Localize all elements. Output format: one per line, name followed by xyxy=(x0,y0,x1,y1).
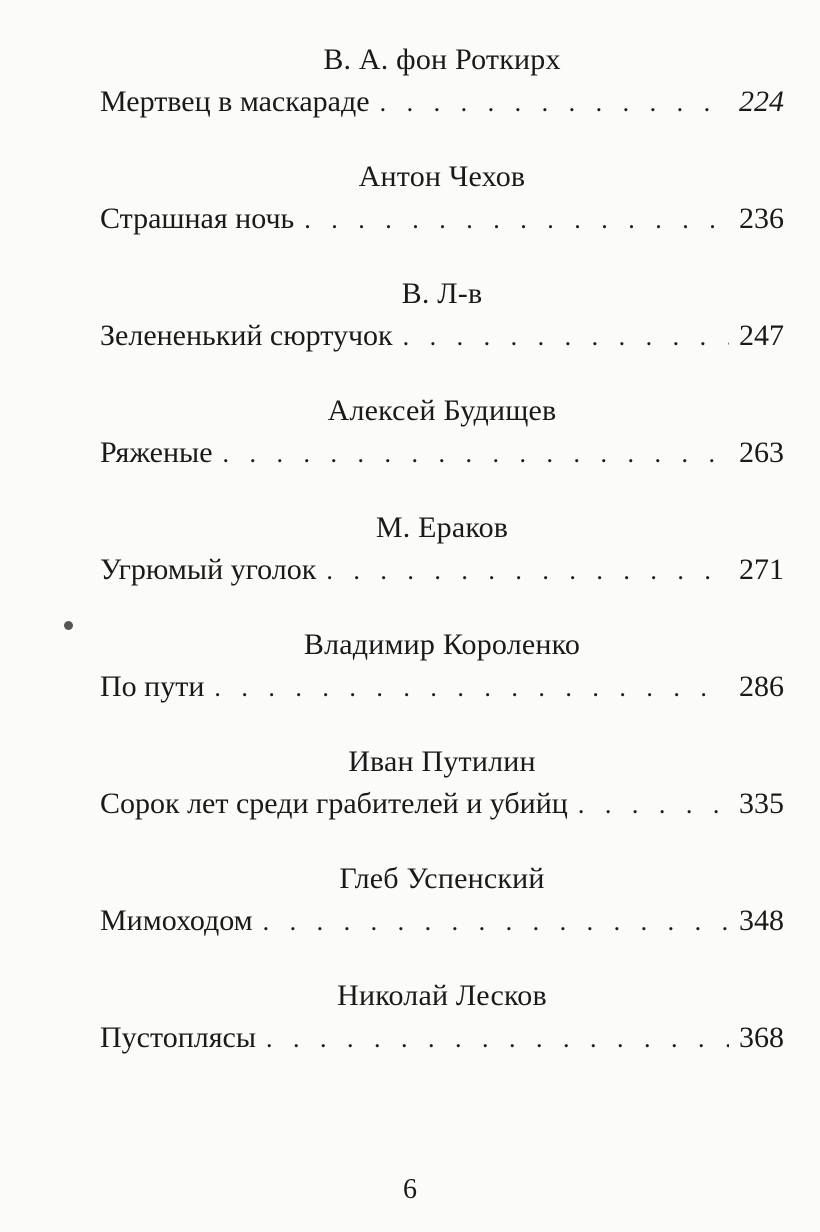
toc-entry xyxy=(100,391,784,508)
dot-leader xyxy=(403,317,729,357)
toc-entry xyxy=(100,625,784,742)
author-name: В. Л-в xyxy=(401,277,483,310)
page-number: 335 xyxy=(739,787,784,820)
author-name: Николай Лесков xyxy=(337,979,547,1012)
page-number: 224 xyxy=(739,85,784,118)
dot-leader xyxy=(380,83,729,123)
dot-leader xyxy=(304,200,729,240)
toc-line xyxy=(100,82,784,122)
page-folio: 6 xyxy=(403,1174,417,1205)
toc-line xyxy=(100,433,784,473)
dot-leader xyxy=(214,668,729,708)
story-title: Мертвец в маскараде xyxy=(100,85,370,118)
page-number: 368 xyxy=(739,1021,784,1054)
story-title: Мимоходом xyxy=(100,904,253,937)
toc-entry xyxy=(100,508,784,625)
dot-leader xyxy=(266,1019,729,1059)
story-title: Страшная ночь xyxy=(100,202,295,235)
page-number: 271 xyxy=(739,553,784,586)
toc-line xyxy=(100,199,784,239)
toc-line xyxy=(100,901,784,941)
page-number: 286 xyxy=(739,670,784,703)
story-title: Зелененький сюртучок xyxy=(100,319,393,352)
toc-entry xyxy=(100,859,784,976)
toc-line xyxy=(100,784,784,824)
author-name: Иван Путилин xyxy=(348,745,536,778)
author-name: Алексей Будищев xyxy=(327,394,557,427)
toc-line xyxy=(100,667,784,707)
story-title: Ряженые xyxy=(100,436,213,469)
toc-entry xyxy=(100,40,784,157)
toc-entry xyxy=(100,976,784,1093)
dot-leader xyxy=(223,434,729,474)
page-number: 348 xyxy=(739,904,784,937)
toc-line xyxy=(100,316,784,356)
toc-entry xyxy=(100,742,784,859)
toc-line xyxy=(100,1018,784,1058)
dot-leader xyxy=(578,785,729,825)
author-name: Антон Чехов xyxy=(358,160,526,193)
author-name: М. Ераков xyxy=(375,511,509,544)
dot-leader xyxy=(263,902,729,942)
toc-entry xyxy=(100,274,784,391)
ink-spot xyxy=(64,621,73,630)
author-name: Глеб Успенский xyxy=(339,862,545,895)
story-title: Угрюмый уголок xyxy=(100,553,317,586)
dot-leader xyxy=(326,551,729,591)
story-title: По пути xyxy=(100,670,205,703)
page-number: 263 xyxy=(739,436,784,469)
author-name: Владимир Короленко xyxy=(303,628,581,661)
author-name: В. А. фон Роткирх xyxy=(323,43,561,76)
toc-line xyxy=(100,550,784,590)
table-of-contents xyxy=(100,40,784,1093)
page-number: 247 xyxy=(739,319,784,352)
toc-entry xyxy=(100,157,784,274)
page-number: 236 xyxy=(739,202,784,235)
story-title: Сорок лет среди грабителей и убийц xyxy=(100,787,568,820)
story-title: Пустоплясы xyxy=(100,1021,256,1054)
